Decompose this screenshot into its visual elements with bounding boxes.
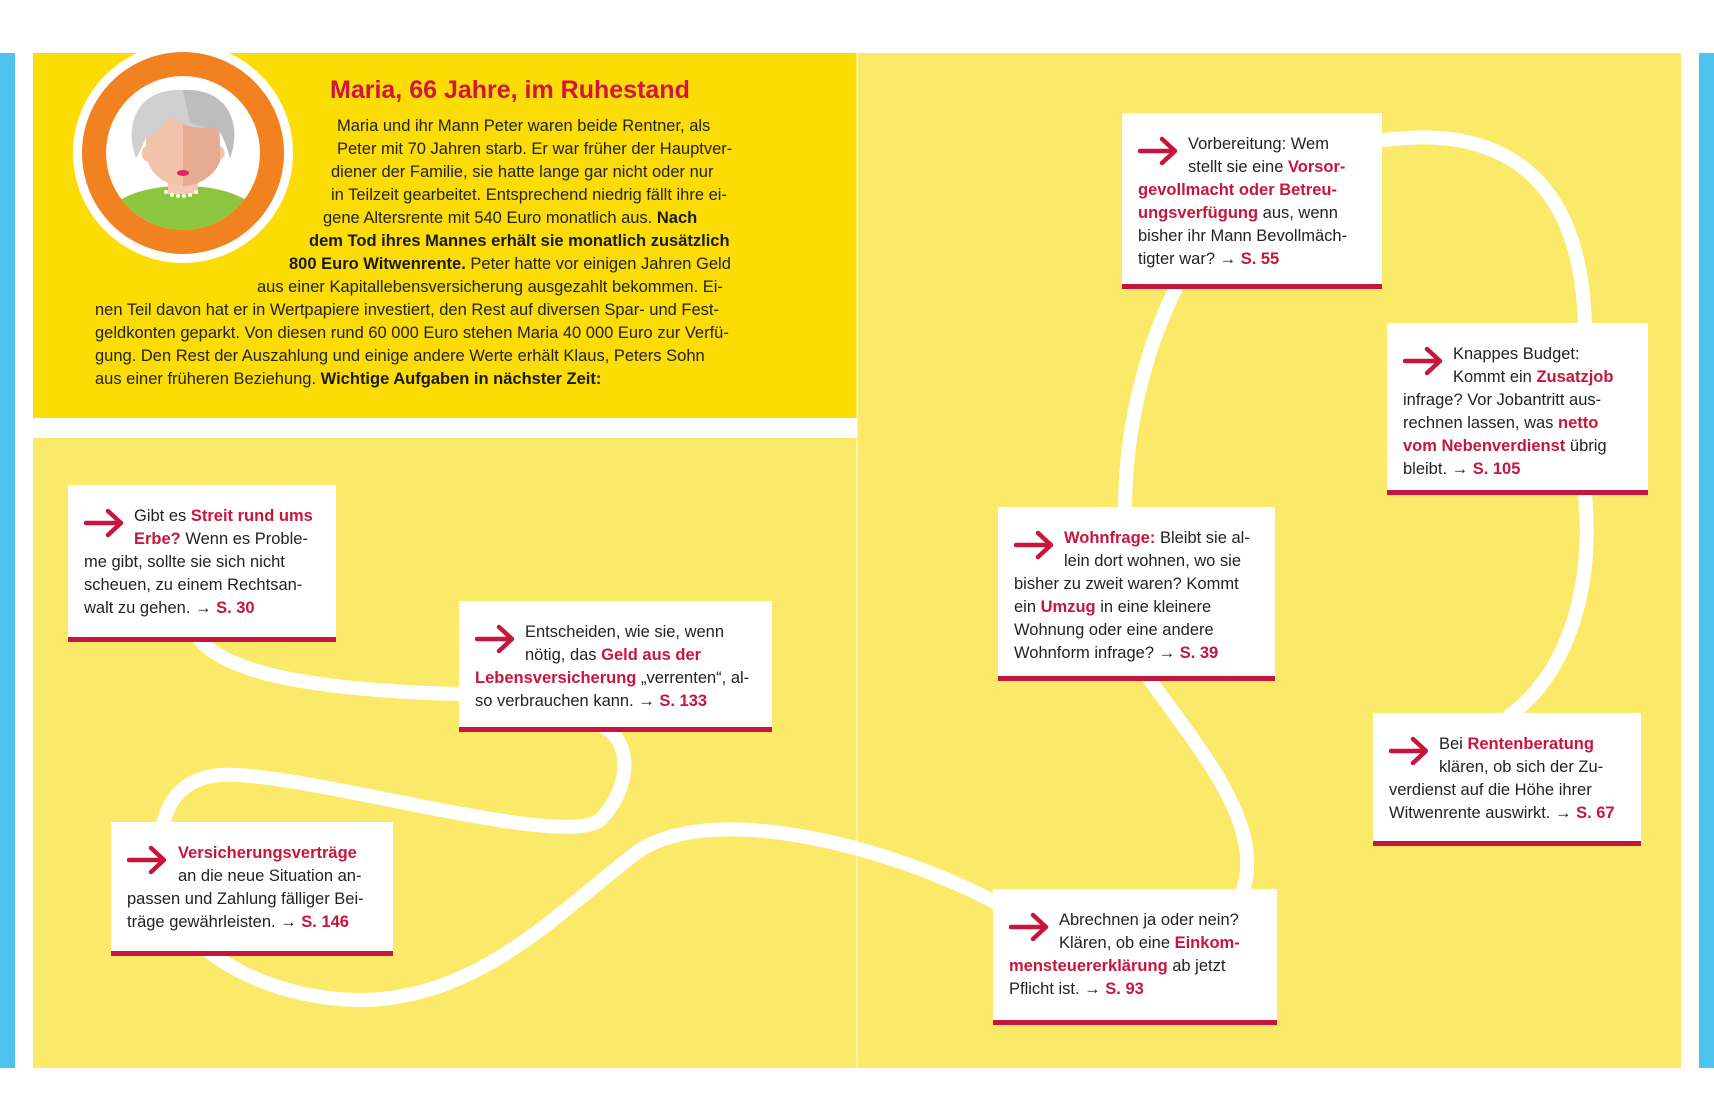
arrow-right-icon: [1138, 136, 1180, 166]
card-text: Lebensversicherung „verrenten“, al- so verbrauchen kann. → S. 133: [475, 669, 750, 710]
card-text: bisher zu zweit waren? Kommt ein Umzug in eine kleinere Wohnung oder eine andere Wohnform infrage? → S. 39: [1014, 575, 1239, 662]
page-ref: S. 30: [216, 599, 255, 617]
card-text: Vorbereitung: Wem stellt sie eine Vorsor-: [1188, 135, 1346, 176]
task-card-einkommensteuer: [993, 889, 1277, 1025]
card-text: mensteuererklärung ab jetzt Pflicht ist. → S. 93: [1009, 957, 1226, 998]
story-line: dem Tod ihres Mannes erhält sie monatlich zusätzlich: [309, 232, 730, 250]
page-ref: S. 55: [1240, 250, 1280, 268]
arrow-right-icon: [1403, 346, 1445, 376]
card-text: Versicherungsverträge an die neue Situation an-: [178, 844, 362, 885]
avatar-illustration: [106, 76, 260, 230]
story-title: Maria, 66 Jahre, im Ruhestand: [330, 76, 690, 104]
story-line: diener der Familie, sie hatte lange gar nicht oder nur: [331, 163, 714, 181]
arrow-right-icon: [1389, 736, 1431, 766]
task-card-vorsorge: [1122, 113, 1382, 289]
avatar: [106, 76, 260, 230]
task-card-rentenberatung: [1373, 713, 1641, 846]
story-line: 800 Euro Witwenrente. Peter hatte vor einigen Jahren Geld: [289, 255, 731, 273]
card-text: verdienst auf die Höhe ihrer Witwenrente auswirkt. → S. 67: [1389, 781, 1615, 822]
story-line: in Teilzeit gearbeitet. Entsprechend niedrig fällt ihre ei-: [331, 186, 727, 204]
arrow-right-icon: [1009, 912, 1051, 942]
card-text: Bei Rentenberatung klären, ob sich der Zu-: [1439, 735, 1604, 776]
arrow-right-icon: [475, 624, 517, 654]
card-text: Abrechnen ja oder nein? Klären, ob eine Einkom-: [1059, 911, 1240, 952]
path-segment-6: [1385, 137, 1585, 325]
card-text: gevollmacht oder Betreu- ungsverfügung aus, wenn bisher ihr Mann Bevollmäch- tigter war? → S. 55: [1138, 181, 1348, 268]
task-card-versicherung: [111, 822, 393, 956]
path-segment-5: [1125, 290, 1175, 510]
story-line: nen Teil davon hat er in Wertpapiere investiert, den Rest auf diversen Spar- und Fest-: [95, 301, 719, 319]
story-line: Peter mit 70 Jahren starb. Er war früher der Hauptver-: [337, 140, 733, 158]
arrow-right-icon: [1014, 530, 1056, 560]
card-text: Entscheiden, wie sie, wenn nötig, das Geld aus der: [525, 623, 725, 664]
task-card-zusatzjob: [1387, 323, 1648, 495]
card-text: infrage? Vor Jobantritt aus- rechnen lassen, was netto vom Nebenverdienst übrig bleibt. → S. 105: [1403, 391, 1607, 478]
path-segment-3: [360, 829, 1000, 1000]
story-line: aus einer Kapitallebensversicherung ausgezahlt bekommen. Ei-: [257, 278, 723, 296]
page-ref: S. 67: [1576, 804, 1615, 822]
card-text: Wohnfrage: Bleibt sie al- lein dort wohnen, wo sie: [1064, 529, 1250, 570]
page-ref: S. 133: [659, 692, 708, 710]
story-line: aus einer früheren Beziehung. Wichtige Aufgaben in nächster Zeit:: [95, 370, 602, 388]
page-ref: S. 39: [1179, 644, 1219, 662]
page-ref: S. 93: [1105, 980, 1144, 998]
path-segment-4: [1150, 680, 1247, 898]
arrow-right-icon: [84, 508, 126, 538]
story-line: geldkonten geparkt. Von diesen rund 60 000 Euro stehen Maria 40 000 Euro zur Verfü-: [95, 324, 729, 342]
story-line: Maria und ihr Mann Peter waren beide Rentner, als: [337, 117, 711, 135]
card-text: Gibt es Streit rund ums Erbe? Wenn es Proble-: [134, 507, 313, 548]
story-line: gung. Den Rest der Auszahlung und einige andere Werte erhält Klaus, Peters Sohn: [95, 347, 705, 365]
task-card-lebensversicherung: [459, 601, 772, 732]
task-card-wohnfrage: [998, 507, 1275, 681]
story-line: gene Altersrente mit 540 Euro monatlich aus. Nach: [323, 209, 698, 227]
task-card-erbe: [68, 485, 336, 642]
card-text: passen und Zahlung fälliger Bei- träge gewährleisten. → S. 146: [127, 890, 364, 931]
page-ref: S. 105: [1472, 460, 1521, 478]
arrow-right-icon: [127, 845, 169, 875]
page-ref: S. 146: [301, 913, 349, 931]
path-segment-7: [1510, 495, 1587, 715]
card-text: me gibt, sollte sie sich nicht scheuen, zu einem Rechtsan- walt zu gehen. → S. 30: [84, 553, 303, 617]
card-text: Knappes Budget: Kommt ein Zusatzjob: [1453, 345, 1614, 386]
